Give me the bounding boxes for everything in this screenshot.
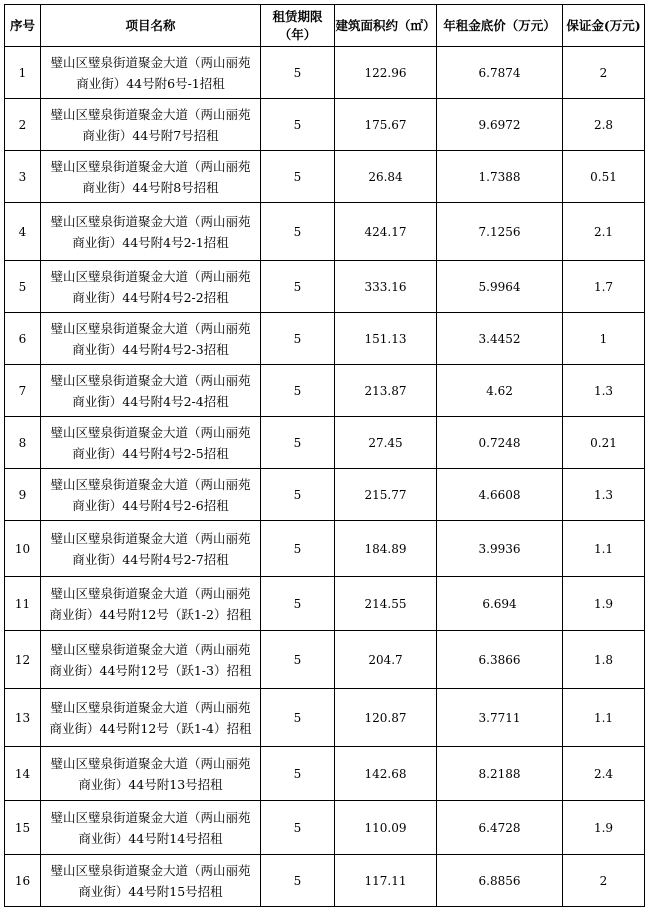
cell-deposit: 1.3	[563, 469, 645, 521]
cell-seq: 8	[5, 417, 41, 469]
table-row	[5, 365, 645, 417]
cell-seq: 4	[5, 203, 41, 261]
cell-term: 5	[261, 261, 335, 313]
cell-term: 5	[261, 99, 335, 151]
cell-area: 214.55	[335, 577, 437, 631]
header-term	[261, 5, 335, 47]
cell-name	[41, 689, 261, 747]
cell-rent: 3.4452	[437, 313, 563, 365]
header-term-line1: 租赁期限	[272, 8, 323, 24]
table-row	[5, 747, 645, 801]
cell-rent: 6.4728	[437, 801, 563, 855]
header-row	[5, 5, 645, 47]
cell-name-line1: 璧山区璧泉街道聚金大道（两山丽苑	[50, 158, 251, 174]
cell-name-line1: 璧山区璧泉街道聚金大道（两山丽苑	[50, 424, 251, 440]
cell-rent: 1.7388	[437, 151, 563, 203]
cell-term: 5	[261, 855, 335, 907]
cell-rent: 6.694	[437, 577, 563, 631]
cell-term: 5	[261, 469, 335, 521]
cell-rent: 4.62	[437, 365, 563, 417]
cell-area: 213.87	[335, 365, 437, 417]
cell-area: 117.11	[335, 855, 437, 907]
table-body	[5, 47, 645, 907]
cell-name-line1: 璧山区璧泉街道聚金大道（两山丽苑	[50, 862, 251, 878]
table-row	[5, 417, 645, 469]
cell-deposit: 1.9	[563, 801, 645, 855]
cell-name-line1: 璧山区璧泉街道聚金大道（两山丽苑	[50, 372, 251, 388]
table-row	[5, 577, 645, 631]
cell-deposit: 1.3	[563, 365, 645, 417]
cell-name-line2: 商业街）44号附8号招租	[82, 179, 219, 195]
cell-seq: 6	[5, 313, 41, 365]
cell-name-line2: 商业街）44号附4号2-1招租	[72, 234, 229, 250]
table-row	[5, 151, 645, 203]
cell-area: 120.87	[335, 689, 437, 747]
cell-deposit: 2.1	[563, 203, 645, 261]
cell-term: 5	[261, 801, 335, 855]
cell-name	[41, 747, 261, 801]
table-row	[5, 521, 645, 577]
table-row	[5, 313, 645, 365]
cell-name	[41, 365, 261, 417]
cell-rent: 7.1256	[437, 203, 563, 261]
cell-name	[41, 631, 261, 689]
table-row	[5, 203, 645, 261]
cell-rent: 3.7711	[437, 689, 563, 747]
cell-name	[41, 261, 261, 313]
cell-name-line2: 商业街）44号附7号招租	[82, 127, 219, 143]
cell-name-line2: 商业街）44号附12号（跃1-3）招租	[49, 662, 252, 678]
header-deposit: 保证金(万元)	[563, 5, 645, 47]
cell-name-line2: 商业街）44号附4号2-6招租	[72, 497, 229, 513]
cell-name-line2: 商业街）44号附12号（跃1-2）招租	[49, 606, 252, 622]
cell-area: 215.77	[335, 469, 437, 521]
cell-seq: 16	[5, 855, 41, 907]
cell-name-line1: 璧山区璧泉街道聚金大道（两山丽苑	[50, 530, 251, 546]
cell-deposit: 1.1	[563, 689, 645, 747]
cell-area: 184.89	[335, 521, 437, 577]
cell-name-line1: 璧山区璧泉街道聚金大道（两山丽苑	[50, 699, 251, 715]
cell-term: 5	[261, 417, 335, 469]
cell-name-line2: 商业街）44号附6号-1招租	[76, 75, 225, 91]
cell-seq: 5	[5, 261, 41, 313]
table-row	[5, 261, 645, 313]
cell-name-line1: 璧山区璧泉街道聚金大道（两山丽苑	[50, 476, 251, 492]
cell-name-line2: 商业街）44号附12号（跃1-4）招租	[49, 720, 252, 736]
cell-name-line2: 商业街）44号附4号2-4招租	[72, 393, 229, 409]
cell-rent: 6.8856	[437, 855, 563, 907]
header-area: 建筑面积约（㎡）	[335, 5, 437, 47]
cell-deposit: 2.8	[563, 99, 645, 151]
cell-deposit: 1.7	[563, 261, 645, 313]
cell-seq: 10	[5, 521, 41, 577]
cell-term: 5	[261, 47, 335, 99]
cell-area: 333.16	[335, 261, 437, 313]
table-row	[5, 47, 645, 99]
cell-name-line1: 璧山区璧泉街道聚金大道（两山丽苑	[50, 585, 251, 601]
cell-name	[41, 417, 261, 469]
cell-name	[41, 577, 261, 631]
cell-area: 110.09	[335, 801, 437, 855]
cell-seq: 15	[5, 801, 41, 855]
cell-term: 5	[261, 203, 335, 261]
table-row	[5, 855, 645, 907]
cell-name-line1: 璧山区璧泉街道聚金大道（两山丽苑	[50, 641, 251, 657]
cell-deposit: 0.51	[563, 151, 645, 203]
cell-term: 5	[261, 313, 335, 365]
cell-seq: 13	[5, 689, 41, 747]
cell-term: 5	[261, 521, 335, 577]
cell-area: 142.68	[335, 747, 437, 801]
cell-deposit: 2	[563, 47, 645, 99]
cell-name-line2: 商业街）44号附13号招租	[78, 776, 223, 792]
table-row	[5, 801, 645, 855]
cell-area: 122.96	[335, 47, 437, 99]
cell-seq: 3	[5, 151, 41, 203]
cell-name-line2: 商业街）44号附15号招租	[78, 883, 223, 899]
cell-term: 5	[261, 365, 335, 417]
header-rent: 年租金底价（万元）	[437, 5, 563, 47]
cell-seq: 7	[5, 365, 41, 417]
cell-name-line1: 璧山区璧泉街道聚金大道（两山丽苑	[50, 809, 251, 825]
cell-name	[41, 313, 261, 365]
cell-seq: 11	[5, 577, 41, 631]
cell-rent: 8.2188	[437, 747, 563, 801]
cell-name-line2: 商业街）44号附4号2-7招租	[72, 551, 229, 567]
cell-seq: 1	[5, 47, 41, 99]
leasing-table	[4, 4, 645, 907]
header-seq: 序号	[5, 5, 41, 47]
cell-name-line1: 璧山区璧泉街道聚金大道（两山丽苑	[50, 213, 251, 229]
cell-rent: 4.6608	[437, 469, 563, 521]
cell-name-line2: 商业街）44号附14号招租	[78, 830, 223, 846]
cell-rent: 6.7874	[437, 47, 563, 99]
cell-deposit: 2.4	[563, 747, 645, 801]
cell-area: 26.84	[335, 151, 437, 203]
cell-seq: 14	[5, 747, 41, 801]
cell-name	[41, 801, 261, 855]
cell-deposit: 1.9	[563, 577, 645, 631]
table-row	[5, 689, 645, 747]
cell-name-line1: 璧山区璧泉街道聚金大道（两山丽苑	[50, 320, 251, 336]
cell-name-line2: 商业街）44号附4号2-2招租	[72, 289, 229, 305]
cell-seq: 9	[5, 469, 41, 521]
cell-name	[41, 99, 261, 151]
cell-name	[41, 203, 261, 261]
cell-term: 5	[261, 689, 335, 747]
cell-area: 151.13	[335, 313, 437, 365]
cell-name	[41, 469, 261, 521]
cell-area: 27.45	[335, 417, 437, 469]
cell-name-line1: 璧山区璧泉街道聚金大道（两山丽苑	[50, 106, 251, 122]
cell-deposit: 2	[563, 855, 645, 907]
cell-rent: 3.9936	[437, 521, 563, 577]
cell-name	[41, 521, 261, 577]
cell-rent: 5.9964	[437, 261, 563, 313]
cell-deposit: 1.1	[563, 521, 645, 577]
table-row	[5, 469, 645, 521]
cell-name-line2: 商业街）44号附4号2-5招租	[72, 445, 229, 461]
cell-term: 5	[261, 151, 335, 203]
cell-deposit: 0.21	[563, 417, 645, 469]
cell-area: 175.67	[335, 99, 437, 151]
header-term-line2: （年）	[278, 26, 317, 42]
table-row	[5, 631, 645, 689]
cell-seq: 12	[5, 631, 41, 689]
cell-seq: 2	[5, 99, 41, 151]
cell-name	[41, 151, 261, 203]
cell-rent: 9.6972	[437, 99, 563, 151]
cell-deposit: 1.8	[563, 631, 645, 689]
cell-name-line1: 璧山区璧泉街道聚金大道（两山丽苑	[50, 268, 251, 284]
cell-name	[41, 47, 261, 99]
cell-term: 5	[261, 747, 335, 801]
cell-name	[41, 855, 261, 907]
table-row	[5, 99, 645, 151]
header-name: 项目名称	[41, 5, 261, 47]
cell-rent: 0.7248	[437, 417, 563, 469]
cell-area: 204.7	[335, 631, 437, 689]
cell-term: 5	[261, 631, 335, 689]
cell-name-line1: 璧山区璧泉街道聚金大道（两山丽苑	[50, 54, 251, 70]
cell-name-line2: 商业街）44号附4号2-3招租	[72, 341, 229, 357]
cell-area: 424.17	[335, 203, 437, 261]
cell-name-line1: 璧山区璧泉街道聚金大道（两山丽苑	[50, 755, 251, 771]
cell-term: 5	[261, 577, 335, 631]
cell-rent: 6.3866	[437, 631, 563, 689]
cell-deposit: 1	[563, 313, 645, 365]
